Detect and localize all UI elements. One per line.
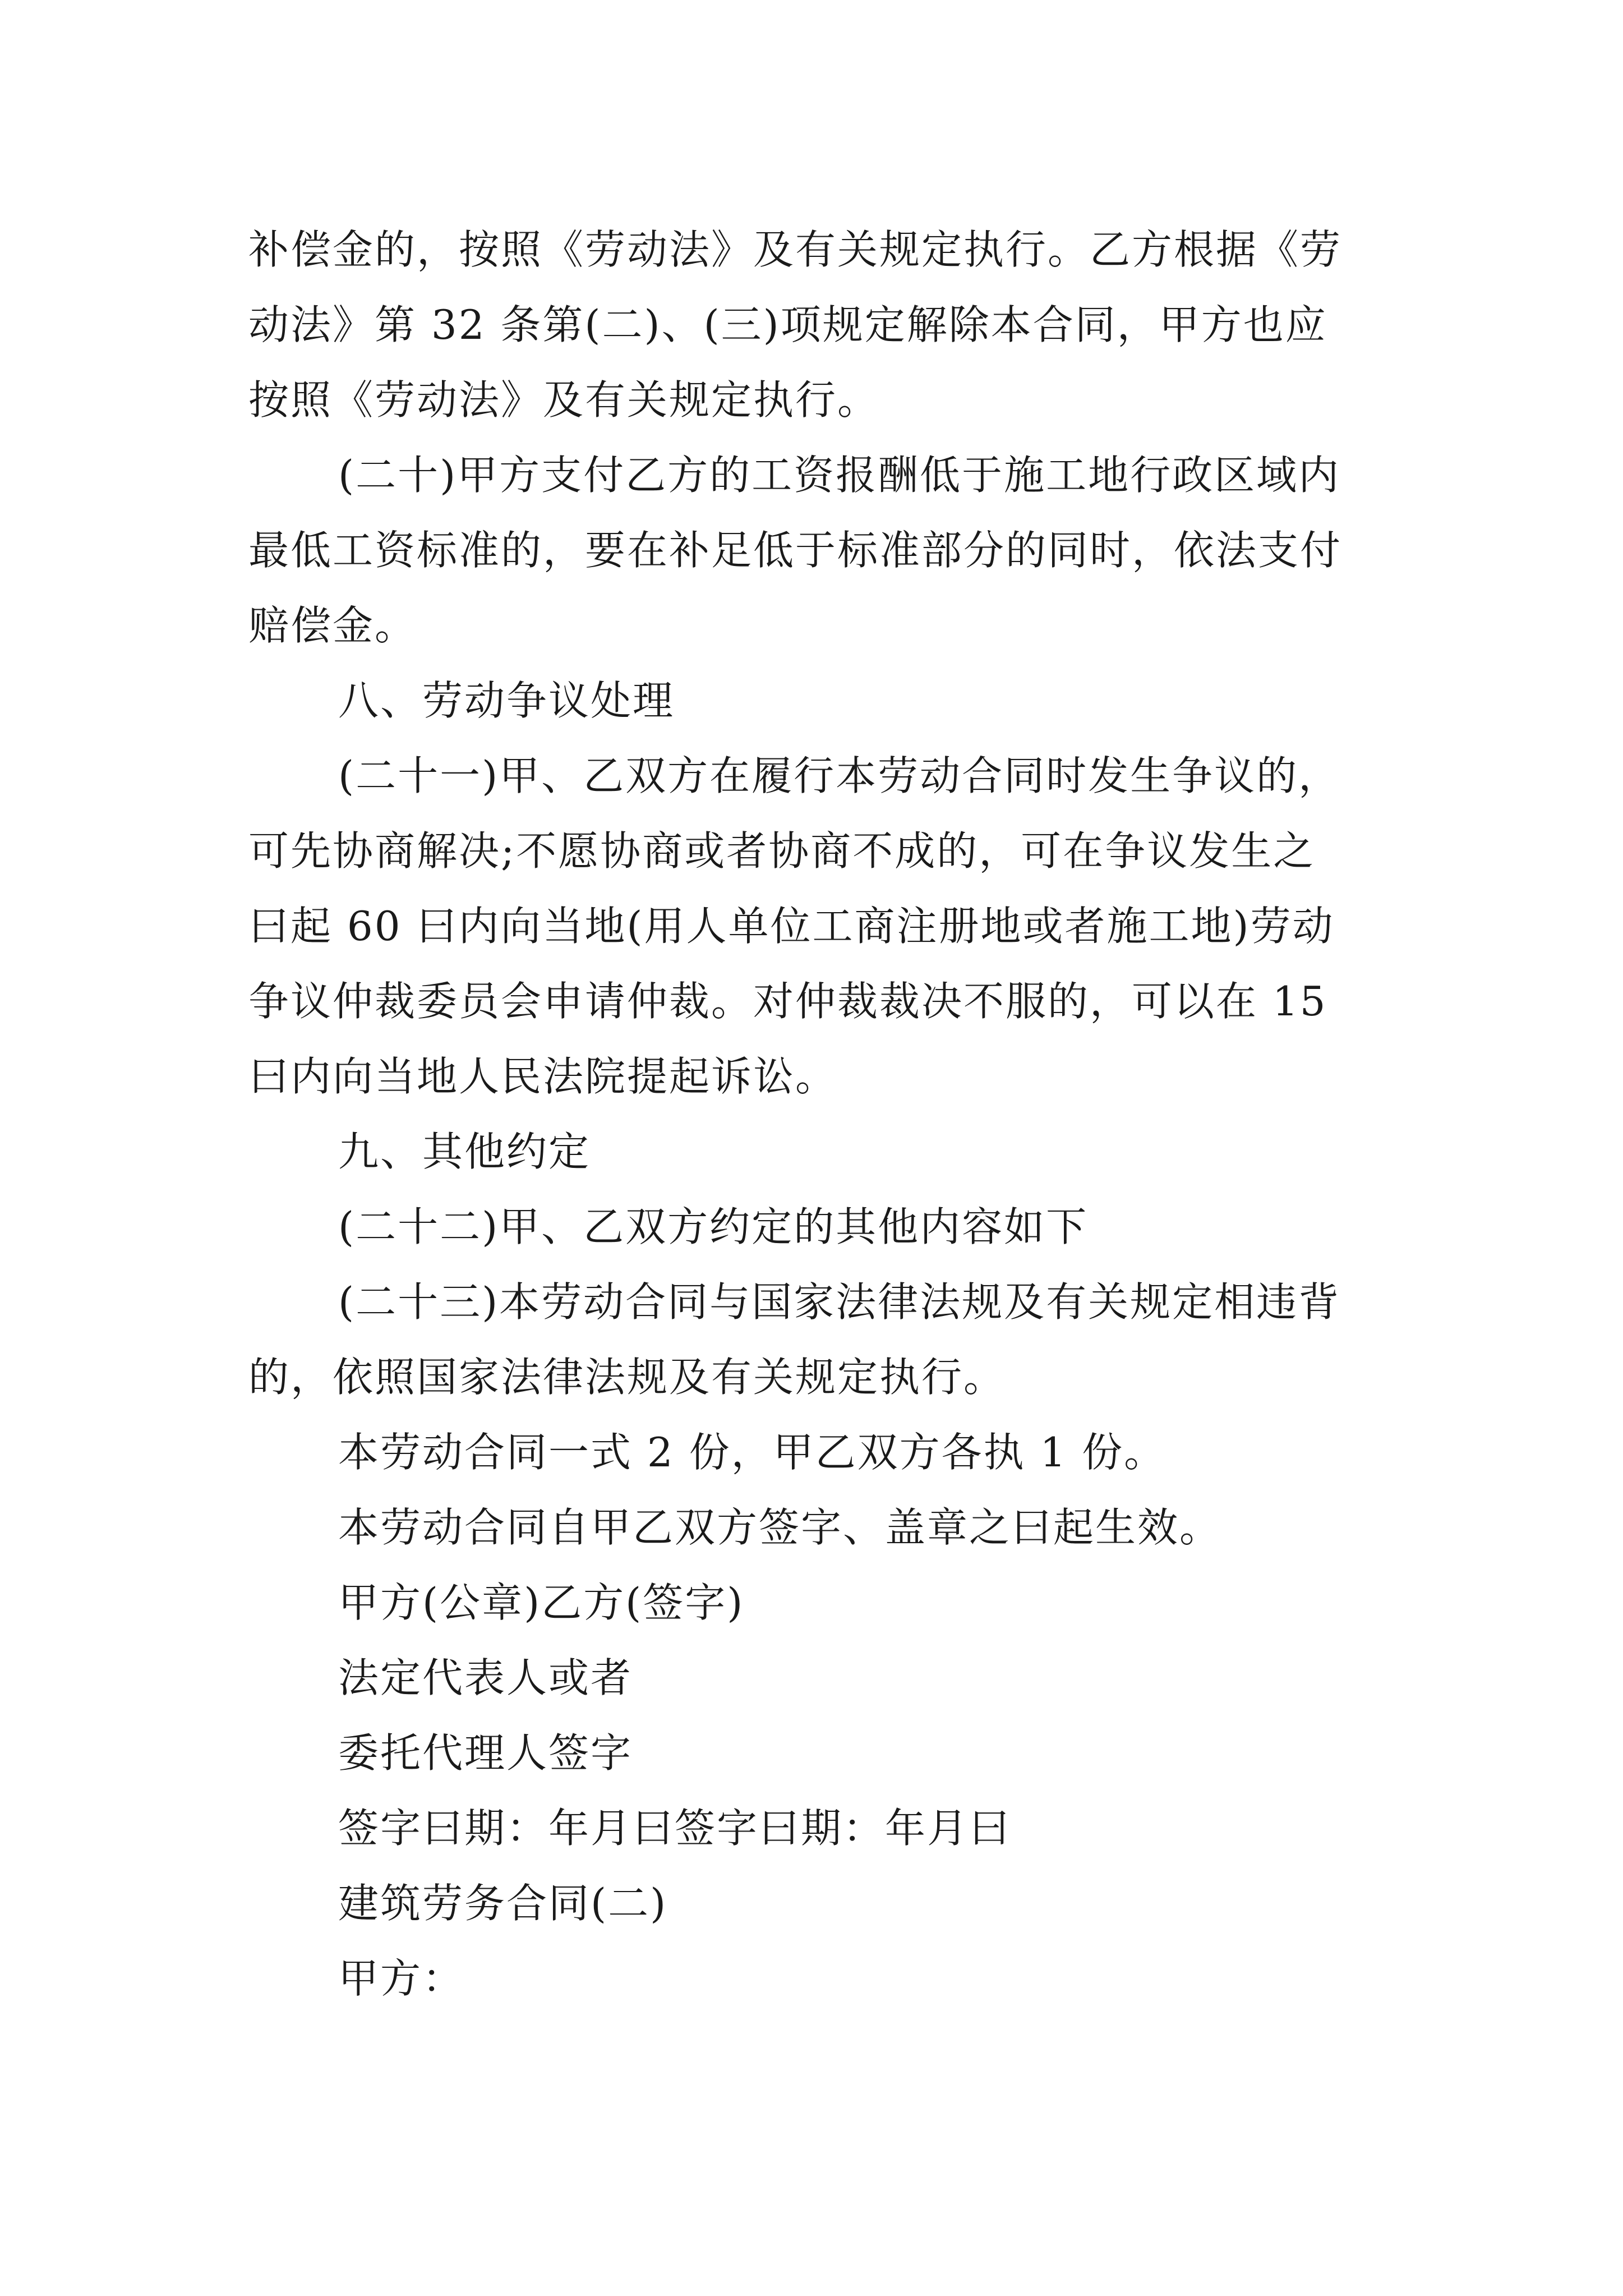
- text-line: 可先协商解决;不愿协商或者协商不成的，可在争议发生之: [248, 827, 1316, 875]
- text-line: 动法》第 32 条第(二)、(三)项规定解除本合同，甲方也应: [248, 301, 1327, 348]
- text-line: 赔偿金。: [248, 602, 417, 649]
- signature-date-label: 签字曰期：年月曰签字曰期：年月曰: [338, 1805, 1012, 1852]
- text-line: 补偿金的，按照《劳动法》及有关规定执行。乙方根据《劳: [248, 226, 1343, 273]
- text-line: 曰起 60 曰内向当地(用人单位工商注册地或者施工地)劳动: [248, 903, 1335, 950]
- text-line: 最低工资标准的，要在补足低于标准部分的同时，依法支付: [248, 527, 1343, 574]
- text-line: 曰内向当地人民法院提起诉讼。: [248, 1053, 838, 1100]
- signature-label: 法定代表人或者: [338, 1654, 633, 1701]
- text-line: (二十)甲方支付乙方的工资报酬低于施工地行政区域内: [338, 452, 1341, 499]
- text-line: 本劳动合同自甲乙双方签字、盖章之曰起生效。: [338, 1504, 1222, 1551]
- text-line: 争议仲裁委员会申请仲裁。对仲裁裁决不服的，可以在 15: [248, 978, 1327, 1025]
- section-heading: 九、其他约定: [338, 1128, 591, 1175]
- signature-label: 甲方(公章)乙方(签字): [338, 1579, 745, 1626]
- document-body: [248, 212, 1393, 2016]
- party-label: 甲方：: [338, 1955, 465, 2002]
- section-heading: 八、劳动争议处理: [338, 677, 675, 724]
- text-line: (二十一)甲、乙双方在履行本劳动合同时发生争议的，: [338, 752, 1341, 799]
- signature-label: 委托代理人签字: [338, 1729, 633, 1777]
- text-line: 的，依照国家法律法规及有关规定执行。: [248, 1354, 1006, 1401]
- text-line: 按照《劳动法》及有关规定执行。: [248, 376, 880, 424]
- text-line: 本劳动合同一式 2 份，甲乙双方各执 1 份。: [338, 1429, 1166, 1476]
- text-line: (二十二)甲、乙双方约定的其他内容如下: [338, 1203, 1089, 1250]
- text-line: (二十三)本劳动合同与国家法律法规及有关规定相违背: [338, 1278, 1341, 1326]
- document-subtitle: 建筑劳务合同(二): [338, 1880, 668, 1927]
